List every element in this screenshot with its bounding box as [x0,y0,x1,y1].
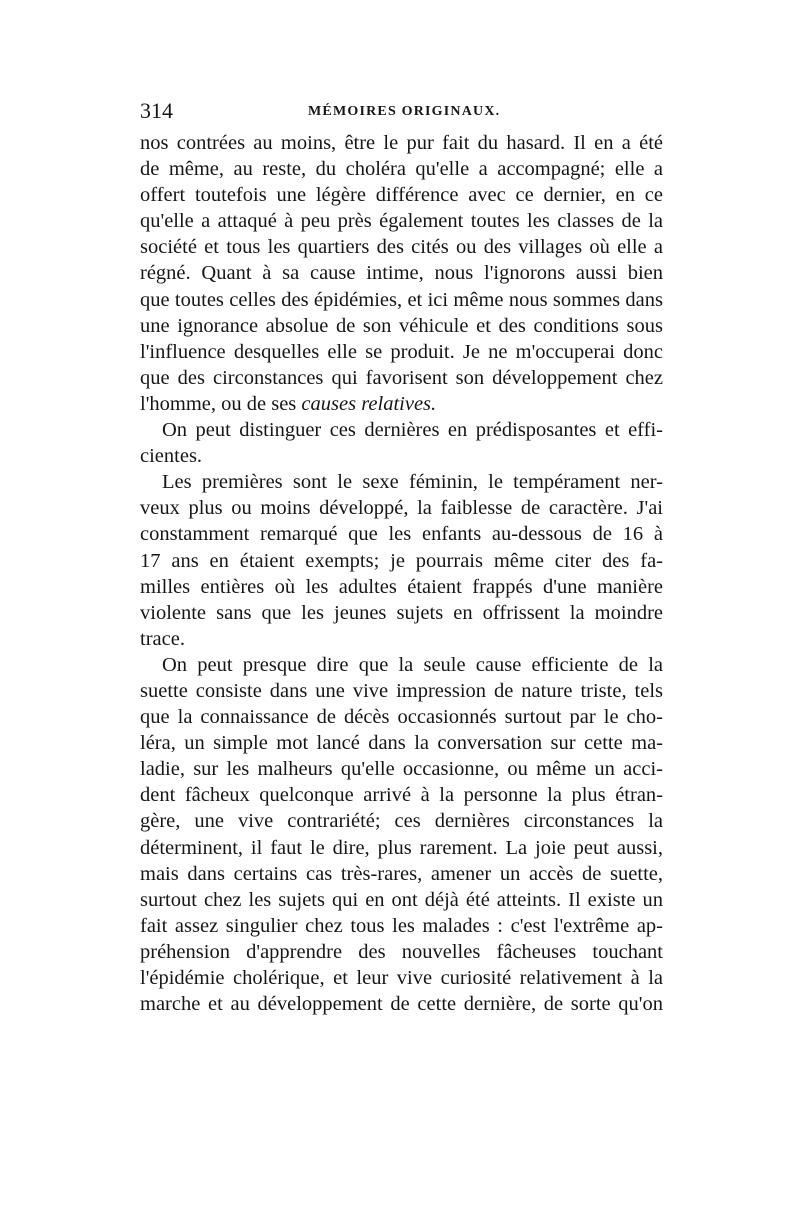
text-line: 17 ans en étaient exempts; je pourrais même citer des fa- [140,549,663,572]
text-line: de même, au reste, du choléra qu'elle a accompagné; elle a [140,158,663,181]
page-header [140,96,663,126]
text-line: constamment remarqué que les enfants au-dessous de 16 à [140,523,663,546]
text-line: offert toutefois une légère différence avec ce dernier, en ce [140,184,663,207]
text-line: marche et au développement de cette dernière, de sorte qu'on [140,993,663,1016]
text-line: fait assez singulier chez tous les malades : c'est l'extrême ap- [140,914,663,937]
text-fragment: l'homme, ou de ses [140,392,297,415]
paragraph-start-line: On peut distinguer ces dernières en prédisposantes et effi- [162,419,663,442]
text-line: gère, une vive contrariété; ces dernières circonstances la [140,810,663,833]
text-line: déterminent, il faut le dire, plus rarement. La joie peut aussi, [140,836,663,859]
text-line: nos contrées au moins, être le pur fait du hasard. Il en a été [140,132,663,154]
text-line: une ignorance absolue de son véhicule et des conditions sous [140,314,663,337]
body-text [140,130,663,1017]
paragraph-end-line [140,391,663,417]
text-line: léra, un simple mot lancé dans la conversation sur cette ma- [140,732,663,755]
text-line: surtout chez les sujets qui en ont déjà été atteints. Il existe un [140,888,663,911]
text-line: qu'elle a attaqué à peu près également toutes les classes de la [140,210,663,233]
text-line: régné. Quant à sa cause intime, nous l'ignorons aussi bien [140,262,663,285]
paragraph-start-line: On peut presque dire que la seule cause efficiente de la [162,653,663,676]
running-head: MÉMOIRES ORIGINAUX. [308,104,501,119]
text-line: préhension d'apprendre des nouvelles fâcheuses touchant [140,940,663,963]
paragraph-end-line: cientes. [140,445,203,468]
text-line: que des circonstances qui favorisent son développement chez [140,366,663,389]
text-line: mais dans certains cas très-rares, amener un accès de suette, [140,862,663,885]
text-line: veux plus ou moins développé, la faiblesse de caractère. J'ai [140,497,663,520]
text-line: suette consiste dans une vive impression de nature triste, tels [140,679,663,702]
page-number: 314 [140,98,173,123]
text-line: que la connaissance de décès occasionnés surtout par le cho- [140,706,663,729]
text-line: société et tous les quartiers des cités ou des villages où elle a [140,236,663,259]
italic-phrase: causes relatives. [301,392,437,415]
text-line: l'influence desquelles elle se produit. Je ne m'occuperai donc [140,340,663,363]
text-line: ladie, sur les malheurs qu'elle occasionne, ou même un acci- [140,758,663,781]
text-line: l'épidémie cholérique, et leur vive curiosité relativement à la [140,967,663,989]
paragraph-end-line: trace. [140,627,185,650]
text-line: violente sans que les jeunes sujets en offrissent la moindre [140,601,663,624]
text-line: dent fâcheux quelconque arrivé à la personne la plus étran- [140,784,663,807]
text-line: que toutes celles des épidémies, et ici même nous sommes dans [140,288,663,311]
text-line: milles entières où les adultes étaient frappés d'une manière [140,575,663,598]
paragraph-start-line: Les premières sont le sexe féminin, le tempérament ner- [162,471,663,494]
